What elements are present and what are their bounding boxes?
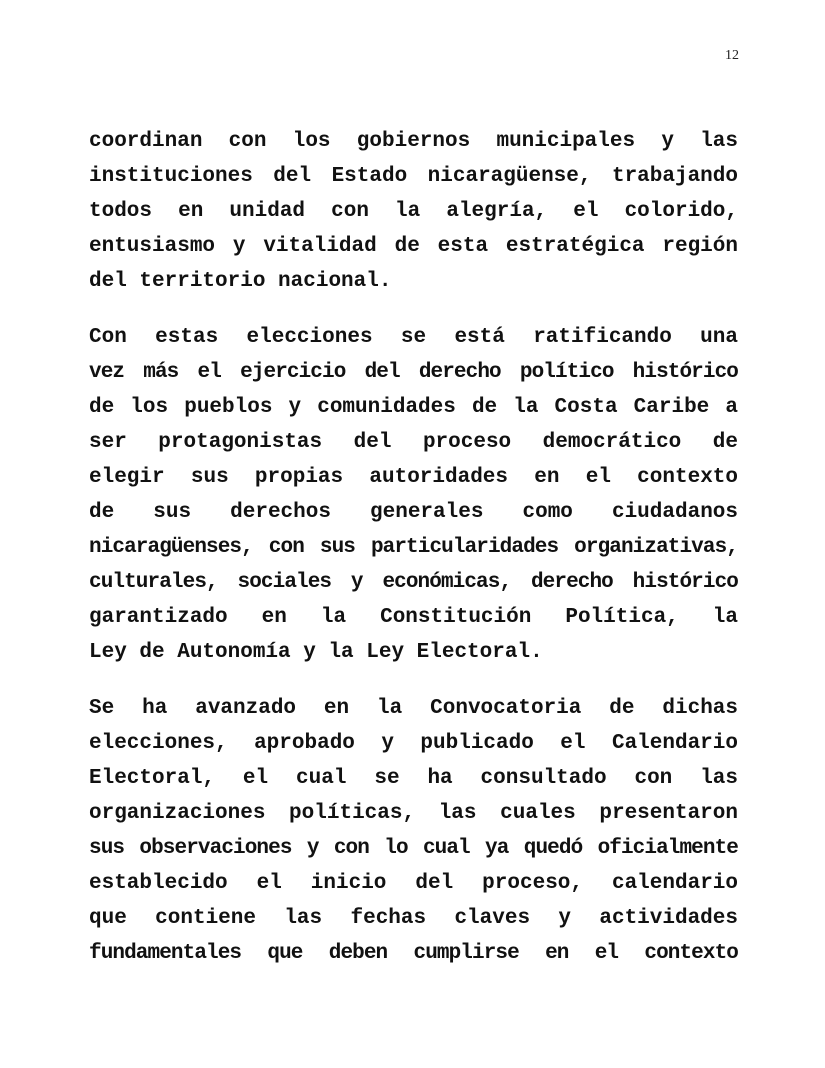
text-line: Con estas elecciones se está ratificando una <box>89 326 738 349</box>
text-line: que contiene las fechas claves y actividades <box>89 907 738 930</box>
text-line: instituciones del Estado nicaragüense, trabajando <box>89 165 738 188</box>
page-number: 12 <box>725 48 739 63</box>
text-line: de los pueblos y comunidades de la Costa Caribe a <box>89 396 738 419</box>
text-line: garantizado en la Constitución Política, la <box>89 606 738 629</box>
paragraph-2 <box>89 320 738 670</box>
text-line: sus observaciones y con lo cual ya quedó oficialmente <box>89 837 738 860</box>
text-line: vez más el ejercicio del derecho político histórico <box>89 361 738 384</box>
document-body <box>89 124 738 971</box>
text-line: elegir sus propias autoridades en el contexto <box>89 466 738 489</box>
text-line: Se ha avanzado en la Convocatoria de dichas <box>89 697 738 720</box>
text-line: nicaragüenses, con sus particularidades organizativas, <box>89 536 738 559</box>
text-line: Electoral, el cual se ha consultado con las <box>89 767 738 790</box>
text-line: coordinan con los gobiernos municipales y las <box>89 130 738 153</box>
text-line: ser protagonistas del proceso democrático de <box>89 431 738 454</box>
paragraph-1 <box>89 124 738 299</box>
text-line: del territorio nacional. <box>89 270 392 293</box>
text-line: entusiasmo y vitalidad de esta estratégica región <box>89 235 738 258</box>
text-line: de sus derechos generales como ciudadanos <box>89 501 738 524</box>
text-line: todos en unidad con la alegría, el colorido, <box>89 200 738 223</box>
text-line: elecciones, aprobado y publicado el Calendario <box>89 732 738 755</box>
paragraph-3 <box>89 691 738 971</box>
text-line: Ley de Autonomía y la Ley Electoral. <box>89 641 543 664</box>
text-line: fundamentales que deben cumplirse en el contexto <box>89 942 738 965</box>
text-line: organizaciones políticas, las cuales presentaron <box>89 802 738 825</box>
text-line: culturales, sociales y económicas, derecho histórico <box>89 571 738 594</box>
text-line: establecido el inicio del proceso, calendario <box>89 872 738 895</box>
